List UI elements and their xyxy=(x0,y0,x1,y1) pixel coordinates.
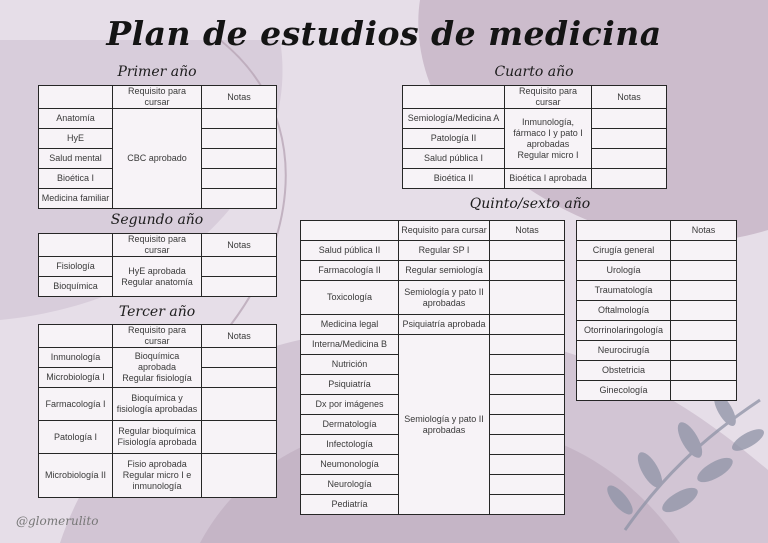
notes-cell[interactable] xyxy=(490,475,565,495)
subject-cell: Urología xyxy=(577,261,671,281)
notes-cell[interactable] xyxy=(671,261,737,281)
subject-cell: Infectología xyxy=(301,435,399,455)
notes-cell[interactable] xyxy=(490,455,565,475)
notes-cell[interactable] xyxy=(490,495,565,515)
table-cuarto xyxy=(402,85,667,189)
subject-cell: Dermatología xyxy=(301,415,399,435)
notes-cell[interactable] xyxy=(592,149,667,169)
requirement-cell: CBC aprobado xyxy=(113,109,202,209)
notes-cell[interactable] xyxy=(202,129,277,149)
notes-cell[interactable] xyxy=(671,281,737,301)
header-requisito: Requisito para cursar xyxy=(113,325,202,348)
notes-cell[interactable] xyxy=(202,149,277,169)
notes-cell[interactable] xyxy=(592,169,667,189)
subject-cell: Patología II xyxy=(403,129,505,149)
subject-cell: Obstetricia xyxy=(577,361,671,381)
subject-cell: HyE xyxy=(39,129,113,149)
header-requisito: Requisito para cursar xyxy=(399,221,490,241)
header-blank xyxy=(403,86,505,109)
notes-cell[interactable] xyxy=(671,341,737,361)
subject-cell: Otorrinolaringología xyxy=(577,321,671,341)
subject-cell: Pediatría xyxy=(301,495,399,515)
header-notas: Notas xyxy=(490,221,565,241)
notes-cell[interactable] xyxy=(202,169,277,189)
notes-cell[interactable] xyxy=(202,421,277,454)
subject-cell: Neumonología xyxy=(301,455,399,475)
header-blank xyxy=(39,86,113,109)
subject-cell: Toxicología xyxy=(301,281,399,315)
notes-cell[interactable] xyxy=(671,241,737,261)
header-requisito: Requisito para cursar xyxy=(113,86,202,109)
requirement-cell: Fisio aprobada Regular micro I e inmunología xyxy=(113,454,202,498)
subject-cell: Bioética II xyxy=(403,169,505,189)
requirement-cell: Regular semiología xyxy=(399,261,490,281)
header-notas: Notas xyxy=(202,234,277,257)
subject-cell: Neurocirugía xyxy=(577,341,671,361)
subject-cell: Bioquímica xyxy=(39,277,113,297)
subject-cell: Neurología xyxy=(301,475,399,495)
section-title-tercer: Tercer año xyxy=(118,304,196,320)
subject-cell: Medicina legal xyxy=(301,315,399,335)
header-blank xyxy=(577,221,671,241)
requirement-cell: Bioquímica y fisiología aprobadas xyxy=(113,388,202,421)
section-title-primer: Primer año xyxy=(117,64,197,80)
requirement-cell: Regular SP I xyxy=(399,241,490,261)
notes-cell[interactable] xyxy=(202,109,277,129)
section-title-segundo: Segundo año xyxy=(110,212,204,228)
subject-cell: Cirugía general xyxy=(577,241,671,261)
notes-cell[interactable] xyxy=(490,395,565,415)
notes-cell[interactable] xyxy=(592,129,667,149)
header-blank xyxy=(301,221,399,241)
notes-cell[interactable] xyxy=(490,415,565,435)
notes-cell[interactable] xyxy=(202,189,277,209)
subject-cell: Bioética I xyxy=(39,169,113,189)
notes-cell[interactable] xyxy=(490,315,565,335)
notes-cell[interactable] xyxy=(202,348,277,368)
notes-cell[interactable] xyxy=(671,361,737,381)
author-handle: @glomerulito xyxy=(16,514,99,528)
requirement-cell: Bioquímica aprobada Regular fisiología xyxy=(113,348,202,388)
subject-cell: Farmacología I xyxy=(39,388,113,421)
subject-cell: Psiquiatría xyxy=(301,375,399,395)
notes-cell[interactable] xyxy=(490,241,565,261)
notes-cell[interactable] xyxy=(490,335,565,355)
page-title: Plan de estudios de medicina xyxy=(106,14,662,53)
table-primer xyxy=(38,85,277,209)
subject-cell: Salud pública II xyxy=(301,241,399,261)
notes-cell[interactable] xyxy=(202,388,277,421)
notes-cell[interactable] xyxy=(490,375,565,395)
notes-cell[interactable] xyxy=(490,355,565,375)
subject-cell: Nutrición xyxy=(301,355,399,375)
notes-cell[interactable] xyxy=(671,301,737,321)
subject-cell: Traumatología xyxy=(577,281,671,301)
header-notas: Notas xyxy=(671,221,737,241)
notes-cell[interactable] xyxy=(202,368,277,388)
header-requisito: Requisito para cursar xyxy=(113,234,202,257)
section-title-quinto: Quinto/sexto año xyxy=(469,196,591,212)
subject-cell: Anatomía xyxy=(39,109,113,129)
requirement-cell: Bioética I aprobada xyxy=(505,169,592,189)
header-notas: Notas xyxy=(592,86,667,109)
subject-cell: Ginecología xyxy=(577,381,671,401)
requirement-cell: Inmunología, fármaco I y pato I aprobadas Regular micro I xyxy=(505,109,592,169)
subject-cell: Inmunología xyxy=(39,348,113,368)
subject-cell: Dx por imágenes xyxy=(301,395,399,415)
table-segundo xyxy=(38,233,277,297)
notes-cell[interactable] xyxy=(202,257,277,277)
subject-cell: Medicina familiar xyxy=(39,189,113,209)
subject-cell: Interna/Medicina B xyxy=(301,335,399,355)
notes-cell[interactable] xyxy=(490,435,565,455)
subject-cell: Patología I xyxy=(39,421,113,454)
subject-cell: Salud pública I xyxy=(403,149,505,169)
requirement-cell: Psiquiatría aprobada xyxy=(399,315,490,335)
notes-cell[interactable] xyxy=(202,277,277,297)
section-title-cuarto: Cuarto año xyxy=(494,64,574,80)
subject-cell: Fisiología xyxy=(39,257,113,277)
subject-cell: Microbiología I xyxy=(39,368,113,388)
notes-cell[interactable] xyxy=(592,109,667,129)
notes-cell[interactable] xyxy=(490,261,565,281)
notes-cell[interactable] xyxy=(202,454,277,498)
subject-cell: Farmacología II xyxy=(301,261,399,281)
requirement-cell: Semiología y pato II aprobadas xyxy=(399,335,490,515)
subject-cell: Microbiología II xyxy=(39,454,113,498)
header-blank xyxy=(39,234,113,257)
subject-cell: Oftalmología xyxy=(577,301,671,321)
header-blank xyxy=(39,325,113,348)
notes-cell[interactable] xyxy=(671,381,737,401)
header-notas: Notas xyxy=(202,86,277,109)
header-requisito: Requisito para cursar xyxy=(505,86,592,109)
header-notas: Notas xyxy=(202,325,277,348)
table-sexto xyxy=(576,220,737,401)
subject-cell: Semiología/Medicina A xyxy=(403,109,505,129)
notes-cell[interactable] xyxy=(490,281,565,315)
table-tercer xyxy=(38,324,277,498)
requirement-cell: HyE aprobada Regular anatomía xyxy=(113,257,202,297)
requirement-cell: Regular bioquímica Fisiología aprobada xyxy=(113,421,202,454)
notes-cell[interactable] xyxy=(671,321,737,341)
requirement-cell: Semiología y pato II aprobadas xyxy=(399,281,490,315)
table-quinto xyxy=(300,220,565,515)
subject-cell: Salud mental xyxy=(39,149,113,169)
